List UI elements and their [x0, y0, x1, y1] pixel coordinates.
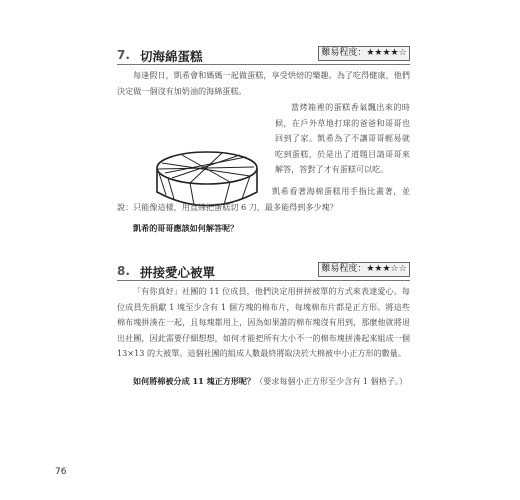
question-note: （要求每個小正方形至少含有 1 個格子。）: [255, 376, 408, 386]
puzzle-number: 8.: [117, 264, 130, 278]
puzzle-7: [117, 48, 410, 248]
header-rule: [117, 280, 410, 281]
puzzle-title: 切海綿蛋糕: [140, 49, 203, 64]
body-paragraph: 「有你真好」社團的 11 位成員，他們決定用拼拼被單的方式來表達愛心。每位成員先捐獻 1 塊至少含有 1 個方塊的棉布片，每塊棉布片都是正方形。將這些棉布塊拼湊在一起，且每塊都用上，因為如果誰的棉布塊沒有用到，那麼他就將退出社團，因此需要仔細想想，如何才能把所有大小不一的棉布塊拼湊起來組成一個 13×13 的大被單。這個社團的組成人數最終將取決於大棉被中小正方形的數量。: [117, 286, 410, 359]
difficulty-badge: 難易程度：★★★☆☆: [318, 262, 410, 277]
question-text: 凱希的哥哥應該如何解答呢？: [133, 223, 239, 233]
puzzle-number: 7.: [117, 48, 130, 62]
challenge-paragraph: 凱希看著海棉蛋糕用手指比畫著，並說：只能像這樣，用直線把蛋糕切 6 刀，最多能得到多少塊？: [117, 186, 410, 212]
story-paragraph: 當烤箱裡的蛋糕香氣飄出來的時候，在戶外草地打球的爸爸和哥哥也回到了家。凱希為了不讓哥哥輕易就吃到蛋糕，於是出了道題目請哥哥來解答，答對了才有蛋糕可以吃。: [275, 102, 410, 175]
difficulty-badge: 難易程度：★★★★☆: [318, 46, 410, 61]
puzzle-header: [117, 48, 410, 64]
question-text: [117, 374, 410, 390]
puzzle-title: 拼接愛心被單: [140, 265, 216, 280]
intro-paragraph: 每逢假日，凱希會和媽媽一起做蛋糕，享受烘焙的樂趣。為了吃得健康，他們決定做一個沒有加奶油的海綿蛋糕。: [117, 70, 410, 96]
header-rule: [117, 64, 410, 65]
page-number: 76: [55, 467, 67, 477]
puzzle-8: [117, 264, 410, 414]
question-main: 如何將棉被分成 11 塊正方形呢？: [133, 376, 256, 386]
puzzle-header: [117, 264, 410, 280]
